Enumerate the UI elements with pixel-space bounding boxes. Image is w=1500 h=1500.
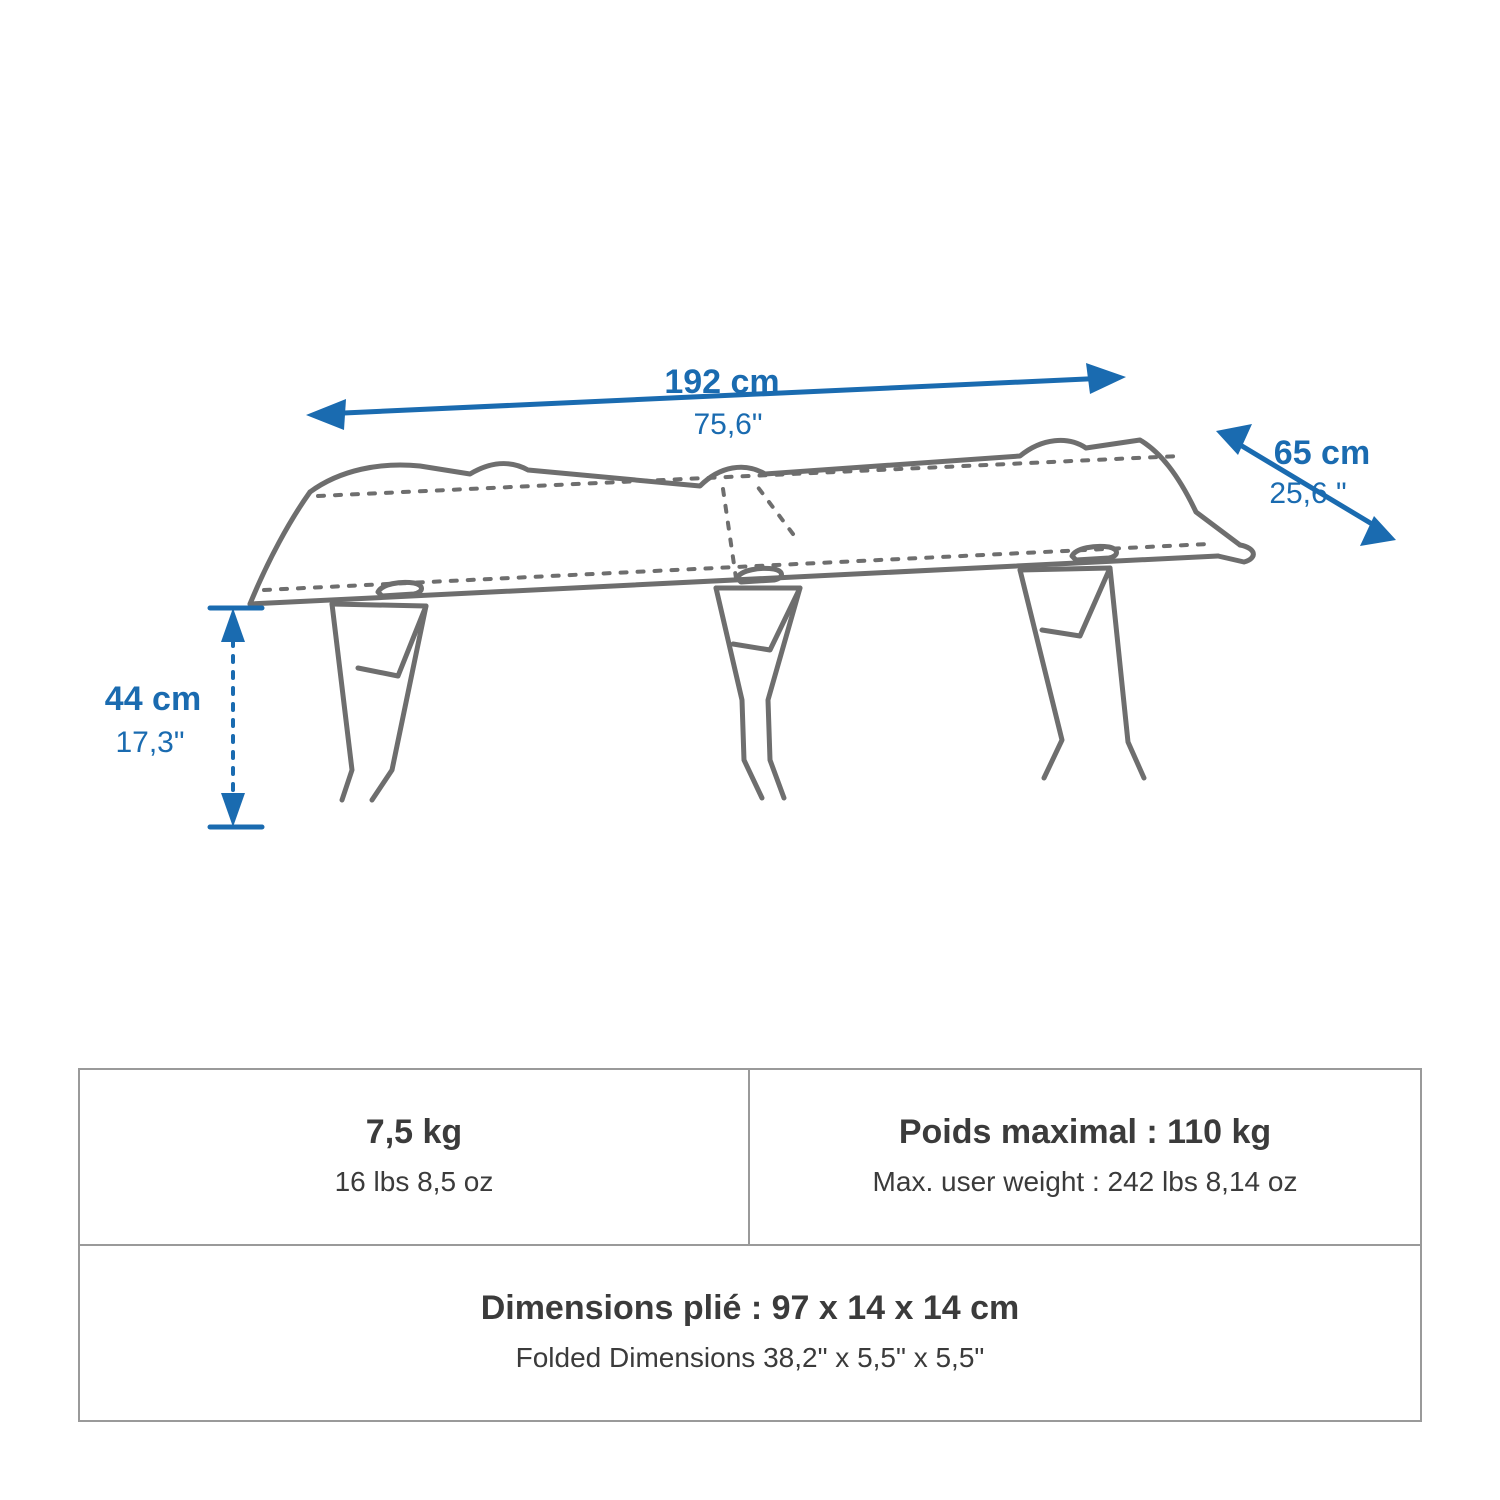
cot-fabric-top [310,440,1240,545]
cot-illustration [250,440,1253,800]
spec-cell-weight [80,1070,750,1244]
cot-stitch-middle-left [723,489,737,585]
cot-stitch-top [318,456,1180,496]
cot-leg-mid-front [716,588,762,798]
cot-tab-right [1072,546,1117,560]
cot-leg-right-front [1020,570,1062,778]
spec-cell-folded-dimensions [80,1246,1420,1420]
height-label-metric: 44 cm [104,680,202,718]
length-arrow-left [306,399,346,430]
specification-table [78,1068,1422,1422]
height-label-imperial: 17,3" [115,726,185,759]
cot-leg-left-back [372,606,426,800]
folded-dimensions-primary: Dimensions plié : 97 x 14 x 14 cm [480,1289,1020,1328]
cot-stitch-middle-right [757,486,793,534]
cot-leg-left-front [332,604,352,800]
max-user-weight-secondary: Max. user weight : 242 lbs 8,14 oz [872,1165,1298,1197]
height-arrow-bottom [221,793,245,827]
length-label-metric: 192 cm [664,363,780,401]
length-arrow-right [1086,363,1126,394]
cot-leg-right-back [1110,568,1144,778]
spec-row-bottom [80,1246,1420,1420]
height-dimension-group [210,608,262,827]
folded-dimensions-secondary: Folded Dimensions 38,2" x 5,5" x 5,5" [515,1341,985,1373]
depth-label-metric: 65 cm [1273,434,1371,472]
spec-cell-max-user-weight [750,1070,1420,1244]
length-label-imperial: 75,6" [693,408,763,441]
cot-right-end [1218,545,1253,562]
cot-tab-middle [737,568,782,582]
depth-label-imperial: 25,6 " [1269,477,1347,510]
weight-secondary: 16 lbs 8,5 oz [334,1165,494,1197]
height-arrow-top [221,608,245,642]
max-user-weight-primary: Poids maximal : 110 kg [898,1113,1272,1152]
spec-row-top [80,1070,1420,1246]
cot-tab-left [378,582,422,596]
weight-primary: 7,5 kg [365,1113,463,1152]
